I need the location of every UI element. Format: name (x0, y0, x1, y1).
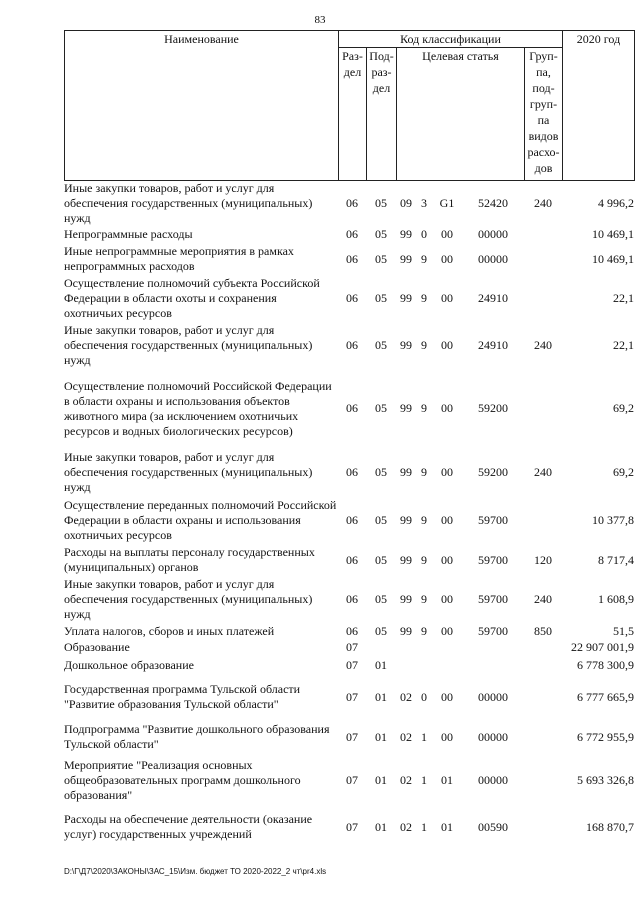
cell-c4: 59700 (478, 592, 508, 606)
file-path-footer: D:\Г\Д7\2020\ЗАКОНЫ\ЗАС_15\Изм. бюджет ТО 2020-2022_2 чт\pr4.xls (64, 867, 327, 876)
cell-c3 (432, 639, 462, 655)
cell-vr: 120 (534, 552, 552, 567)
cell-c3: 00 (441, 251, 453, 266)
table-row (64, 719, 634, 755)
cell-c1: 99 (400, 512, 412, 527)
cell-vr: 850 (534, 623, 552, 638)
cell-c4: 00000 (478, 251, 508, 266)
cell-vr (524, 226, 562, 243)
table-row (64, 496, 634, 544)
cell-name: Осуществление полномочий субъекта Российской Федерации в области охоты и сохранения охотничьих ресурсов (64, 276, 320, 320)
cell-c3: 00 (441, 689, 453, 704)
cell-vr (524, 805, 562, 849)
cell-pr (366, 639, 396, 655)
cell-name: Иные закупки товаров, работ и услуг для обеспечения государственных (муниципальных) нужд (64, 449, 313, 494)
cell-rz: 06 (346, 592, 358, 606)
cell-name: Образование (64, 639, 130, 654)
cell-c1: 99 (400, 464, 412, 479)
cell-pr: 05 (375, 227, 387, 241)
cell-rz: 06 (346, 251, 358, 266)
cell-name: Осуществление переданных полномочий Российской Федерации в области охраны и использования охотничьих ресурсов (64, 497, 337, 542)
cell-amount: 1 608,9 (598, 592, 634, 606)
cell-rz: 06 (346, 401, 358, 415)
cell-rz: 07 (346, 772, 358, 787)
header-name: Наименование (65, 31, 339, 181)
cell-c3: 00 (441, 291, 453, 305)
cell-c2: 9 (421, 338, 427, 352)
table-row (64, 805, 634, 849)
cell-amount: 4 996,2 (598, 195, 634, 210)
cell-vr: 240 (534, 464, 552, 479)
cell-c3: 00 (441, 592, 453, 606)
cell-c4: 24910 (478, 291, 508, 305)
cell-c2: 1 (421, 729, 427, 744)
table-row (64, 623, 634, 639)
cell-rz: 07 (346, 689, 358, 704)
cell-pr: 05 (375, 338, 387, 352)
table-header (64, 30, 635, 181)
cell-c2: 9 (421, 623, 427, 638)
cell-c2: 1 (421, 819, 427, 834)
header-subsection: Под- раз- дел (367, 48, 397, 181)
table-row (64, 180, 634, 226)
cell-rz: 07 (346, 639, 358, 654)
cell-name: Дошкольное образование (64, 657, 194, 672)
cell-vr (524, 496, 562, 544)
table-row (64, 544, 634, 576)
cell-c1: 02 (400, 819, 412, 834)
cell-c3: 00 (441, 512, 453, 527)
cell-c2: 9 (421, 512, 427, 527)
cell-c1: 99 (400, 227, 412, 241)
table-row (64, 369, 634, 448)
cell-c4 (462, 655, 524, 675)
cell-name: Иные закупки товаров, работ и услуг для обеспечения государственных (муниципальных) нужд (64, 180, 313, 225)
cell-c2 (416, 655, 432, 675)
cell-c1: 09 (400, 195, 412, 210)
cell-amount: 8 717,4 (598, 552, 634, 567)
cell-name: Уплата налогов, сборов и иных платежей (64, 623, 275, 638)
cell-c1 (396, 639, 416, 655)
cell-amount: 10 469,1 (592, 227, 634, 241)
cell-c3: 00 (441, 464, 453, 479)
cell-c1 (396, 655, 416, 675)
table-row (64, 243, 634, 275)
cell-rz: 06 (346, 623, 358, 638)
cell-name: Подпрограмма "Развитие дошкольного образования Тульской области" (64, 722, 330, 751)
table-row (64, 639, 634, 655)
cell-c2: 3 (421, 195, 427, 210)
cell-rz: 06 (346, 195, 358, 210)
cell-c3: 00 (441, 401, 453, 415)
cell-pr: 05 (375, 623, 387, 638)
cell-c1: 99 (400, 251, 412, 266)
cell-c3: 00 (441, 623, 453, 638)
cell-vr (524, 755, 562, 805)
cell-amount: 22,1 (613, 338, 634, 352)
cell-pr: 05 (375, 401, 387, 415)
header-year: 2020 год (563, 31, 635, 181)
cell-c2: 9 (421, 251, 427, 266)
cell-c2: 9 (421, 592, 427, 606)
cell-c4: 59700 (478, 623, 508, 638)
cell-amount: 6 777 665,9 (577, 689, 634, 704)
cell-c4: 00000 (478, 227, 508, 241)
table-row (64, 275, 634, 322)
cell-rz: 06 (346, 338, 358, 352)
cell-rz: 06 (346, 512, 358, 527)
cell-rz: 06 (346, 291, 358, 305)
cell-name: Иные закупки товаров, работ и услуг для обеспечения государственных (муниципальных) нужд (64, 577, 313, 621)
cell-vr: 240 (534, 592, 552, 606)
cell-c1: 02 (400, 772, 412, 787)
cell-vr (524, 275, 562, 322)
cell-c2: 9 (421, 291, 427, 305)
cell-pr: 01 (375, 729, 387, 744)
cell-c3: 00 (441, 552, 453, 567)
cell-pr: 01 (375, 689, 387, 704)
cell-rz: 06 (346, 464, 358, 479)
cell-vr (524, 655, 562, 675)
header-code-classification: Код классификации (339, 31, 563, 48)
table-row (64, 448, 634, 496)
cell-rz: 07 (346, 657, 358, 672)
cell-c1: 99 (400, 401, 412, 415)
cell-amount: 168 870,7 (586, 819, 634, 834)
cell-rz: 07 (346, 729, 358, 744)
cell-c2: 9 (421, 552, 427, 567)
cell-pr: 05 (375, 195, 387, 210)
cell-c4 (462, 639, 524, 655)
cell-c3: G1 (439, 195, 455, 210)
cell-c1: 02 (400, 689, 412, 704)
cell-rz: 06 (346, 552, 358, 567)
cell-vr: 240 (534, 338, 552, 352)
cell-c3: 01 (441, 819, 453, 834)
cell-c1: 99 (400, 623, 412, 638)
header-target: Целевая статья (397, 48, 525, 181)
cell-name: Расходы на обеспечение деятельности (оказание услуг) государственных учреждений (64, 812, 313, 841)
cell-name: Расходы на выплаты персоналу государственных (муниципальных) органов (64, 545, 315, 574)
cell-name: Иные непрограммные мероприятия в рамках непрограммных расходов (64, 244, 294, 273)
page-number: 83 (314, 14, 326, 26)
cell-pr: 05 (375, 552, 387, 567)
header-section: Раз- дел (339, 48, 367, 181)
cell-c1: 99 (400, 291, 412, 305)
cell-c2: 0 (421, 689, 427, 704)
cell-c3: 00 (441, 729, 453, 744)
cell-pr: 05 (375, 291, 387, 305)
cell-c4: 00000 (478, 729, 508, 744)
cell-vr (524, 719, 562, 755)
cell-amount: 69,2 (613, 464, 634, 479)
cell-amount: 10 377,8 (592, 512, 634, 527)
cell-c4: 59700 (478, 552, 508, 567)
table-row (64, 675, 634, 719)
cell-vr (524, 675, 562, 719)
table-row (64, 655, 634, 675)
cell-c2: 0 (421, 227, 427, 241)
cell-vr (524, 243, 562, 275)
cell-pr: 01 (375, 657, 387, 672)
cell-name: Государственная программа Тульской области "Развитие образования Тульской области" (64, 682, 301, 711)
cell-c3: 00 (441, 227, 453, 241)
cell-pr: 05 (375, 251, 387, 266)
cell-c3: 01 (441, 772, 453, 787)
cell-rz: 06 (346, 227, 358, 241)
cell-name: Иные закупки товаров, работ и услуг для обеспечения государственных (муниципальных) нужд (64, 323, 313, 367)
cell-name: Осуществление полномочий Российской Федерации в области охраны и использования объектов животного мира (за исключением охотничьих ресурсов и водных биологических ресурсов) (64, 378, 332, 438)
cell-c1: 99 (400, 552, 412, 567)
cell-name: Мероприятие "Реализация основных общеобразовательных программ дошкольного образования" (64, 757, 301, 802)
cell-amount: 51,5 (613, 623, 634, 638)
cell-amount: 22 907 001,9 (571, 639, 634, 654)
cell-pr: 01 (375, 819, 387, 834)
cell-c2: 9 (421, 464, 427, 479)
table-row (64, 576, 634, 623)
table-row (64, 322, 634, 369)
cell-c4: 59700 (478, 512, 508, 527)
cell-c4: 59200 (478, 401, 508, 415)
cell-amount: 5 693 326,8 (577, 772, 634, 787)
cell-vr (524, 639, 562, 655)
cell-amount: 6 778 300,9 (577, 657, 634, 672)
table-row (64, 755, 634, 805)
cell-pr: 05 (375, 464, 387, 479)
cell-c3: 00 (441, 338, 453, 352)
cell-c1: 99 (400, 592, 412, 606)
cell-vr: 240 (534, 195, 552, 210)
cell-amount: 69,2 (613, 401, 634, 415)
cell-c3 (432, 655, 462, 675)
cell-pr: 05 (375, 512, 387, 527)
cell-c2: 1 (421, 772, 427, 787)
header-group: Груп- па, под- груп- па видов расхо- дов (525, 48, 563, 181)
cell-pr: 01 (375, 772, 387, 787)
cell-c4: 59200 (478, 464, 508, 479)
cell-c4: 00000 (478, 772, 508, 787)
cell-c2: 9 (421, 401, 427, 415)
table-row (64, 226, 634, 243)
cell-c4: 24910 (478, 338, 508, 352)
cell-c1: 99 (400, 338, 412, 352)
cell-vr (524, 369, 562, 448)
budget-table (64, 180, 634, 849)
cell-name: Непрограммные расходы (64, 227, 193, 241)
cell-c4: 52420 (478, 195, 508, 210)
cell-rz: 07 (346, 819, 358, 834)
cell-c2 (416, 639, 432, 655)
cell-c4: 00000 (478, 689, 508, 704)
cell-c4: 00590 (478, 819, 508, 834)
cell-c1: 02 (400, 729, 412, 744)
cell-pr: 05 (375, 592, 387, 606)
cell-amount: 6 772 955,9 (577, 729, 634, 744)
cell-amount: 22,1 (613, 291, 634, 305)
cell-amount: 10 469,1 (592, 251, 634, 266)
